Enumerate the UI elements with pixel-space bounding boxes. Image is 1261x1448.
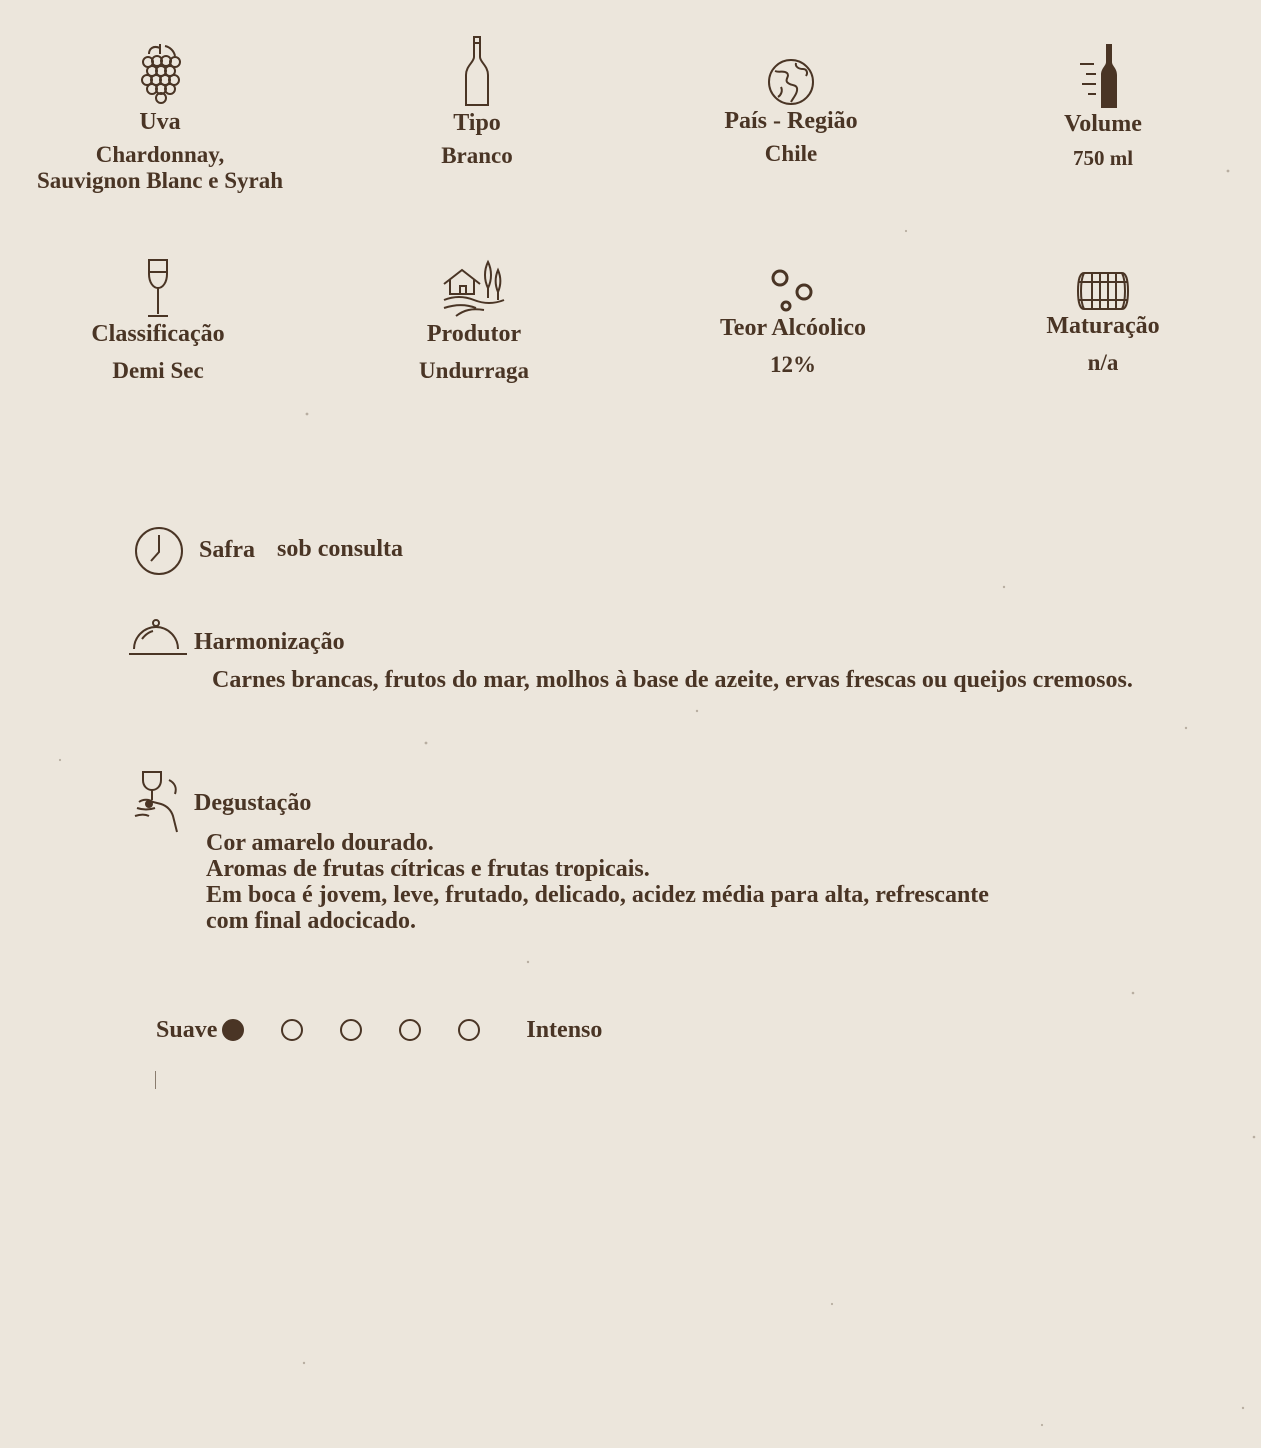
degustacao-text	[206, 830, 1106, 934]
bottle-icon	[462, 35, 492, 109]
intensity-left-label: Suave	[156, 1016, 218, 1043]
intensity-dot	[458, 1019, 480, 1041]
spec-label: Classificação	[91, 321, 225, 347]
spec-value: Branco	[441, 143, 513, 168]
intensity-dot	[399, 1019, 421, 1041]
spec-value: Chile	[764, 141, 818, 166]
spec-value	[35, 142, 285, 194]
vineyard-icon	[442, 258, 506, 320]
spec-value: n/a	[1087, 350, 1119, 375]
intensity-dot	[340, 1019, 362, 1041]
tasting-hand-icon	[133, 768, 183, 836]
wine-glass-icon	[143, 258, 173, 320]
safra-label: Safra	[199, 537, 255, 563]
cloche-icon	[128, 617, 188, 657]
spec-teor	[668, 266, 918, 378]
harmonizacao-text: Carnes brancas, frutos do mar, molhos à base de azeite, ervas frescas ou queijos cremosos.	[212, 667, 1133, 693]
stray-mark	[155, 1071, 158, 1089]
degustacao-line: Aromas de frutas cítricas e frutas tropicais.	[206, 856, 650, 882]
spec-pais	[666, 57, 916, 167]
spec-label: País - Região	[724, 108, 858, 134]
intensity-dots	[222, 1019, 480, 1041]
intensity-dot	[222, 1019, 244, 1041]
harmonizacao-label: Harmonização	[194, 629, 345, 655]
spec-label: Teor Alcóolico	[720, 315, 866, 341]
spec-value-line: Chardonnay, Sauvignon Blanc e Syrah	[36, 142, 284, 193]
spec-value: 750 ml	[1072, 146, 1134, 170]
bubbles-icon	[768, 266, 818, 314]
globe-icon	[766, 57, 816, 107]
intensity-right-label: Intenso	[526, 1016, 603, 1043]
spec-maturacao	[978, 270, 1228, 376]
volume-bottle-icon	[1076, 42, 1130, 110]
spec-tipo	[352, 35, 602, 169]
spec-label: Volume	[1064, 111, 1142, 137]
safra-value: sob consulta	[277, 536, 404, 562]
clock-icon	[133, 525, 185, 577]
spec-classificacao	[33, 258, 283, 384]
intensity-scale	[156, 1010, 602, 1050]
spec-produtor	[349, 258, 599, 384]
spec-uva	[35, 42, 285, 194]
spec-label: Maturação	[1046, 313, 1160, 339]
spec-value: 12%	[770, 352, 816, 377]
degustacao-line: Cor amarelo dourado.	[206, 830, 434, 856]
grapes-icon	[137, 42, 183, 108]
intensity-dot	[281, 1019, 303, 1041]
spec-label: Uva	[139, 109, 181, 135]
spec-label: Tipo	[453, 110, 501, 136]
barrel-icon	[1074, 270, 1132, 312]
spec-volume	[978, 42, 1228, 171]
degustacao-label: Degustação	[194, 790, 312, 816]
degustacao-line: com final adocicado.	[206, 908, 416, 934]
spec-label: Produtor	[426, 321, 522, 347]
degustacao-line: Em boca é jovem, leve, frutado, delicado, acidez média para alta, refrescante	[206, 882, 989, 908]
spec-value: Demi Sec	[112, 358, 204, 383]
spec-value: Undurraga	[419, 358, 529, 383]
